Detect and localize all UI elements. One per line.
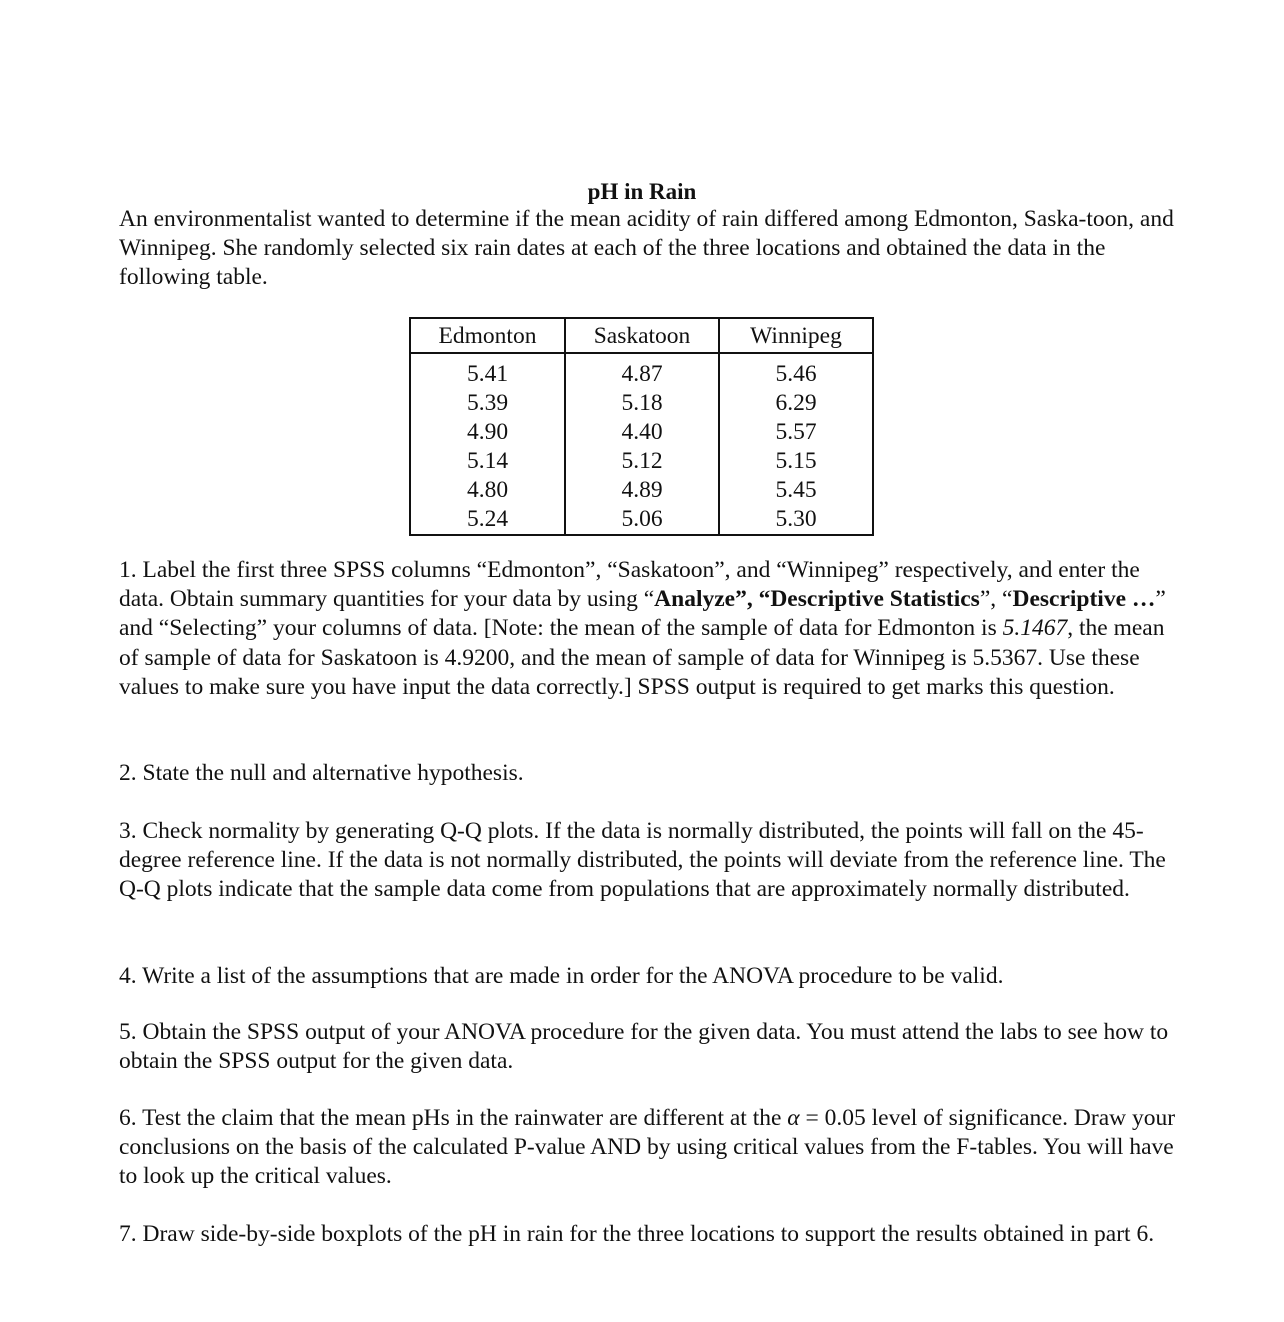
table-cell: 5.57 (719, 418, 873, 447)
table-cell: 5.30 (719, 505, 873, 535)
table-cell: 5.24 (410, 505, 565, 535)
alpha-symbol: α (787, 1105, 800, 1131)
ph-data-table (409, 317, 874, 536)
question-1-text: ”, “ (979, 586, 1013, 613)
column-header-saskatoon: Saskatoon (565, 318, 719, 353)
table-cell: 5.45 (719, 476, 873, 505)
table-cell: 5.46 (719, 353, 873, 389)
table-cell: 5.41 (410, 353, 565, 389)
table-cell: 6.29 (719, 389, 873, 418)
question-1 (119, 556, 1179, 702)
table-cell: 5.12 (565, 447, 719, 476)
question-7: 7. Draw side-by-side boxplots of the pH in rain for the three locations to support the results obtained in part 6. (119, 1221, 1155, 1247)
table-row (410, 353, 873, 389)
question-4: 4. Write a list of the assumptions that are made in order for the ANOVA procedure to be valid. (119, 963, 1004, 989)
page-title: pH in Rain (587, 179, 697, 204)
question-1-text: ” and “Selecting” your columns of data. [Note: the mean of the sample of data for Edmonton is (119, 586, 1166, 642)
table-row (410, 505, 873, 535)
question-1-bold-descriptive: Descriptive … (1012, 586, 1156, 613)
question-1-text: 1. Label the first three SPSS columns “Edmonton”, “Saskatoon”, and “Winnipeg” respectively, and enter the data. Obtain summary quantities for your data by using “ (119, 557, 1140, 613)
table-cell: 4.80 (410, 476, 565, 505)
table-cell: 5.14 (410, 447, 565, 476)
question-5: 5. Obtain the SPSS output of your ANOVA procedure for the given data. You must attend the labs to see how to obtain the SPSS output for the given data. (119, 1019, 1169, 1075)
table-header-row (410, 318, 873, 353)
question-6-text: = 0.05 level of significance. Draw your conclusions on the basis of the calculated P-value AND by using critical values from the F-tables. You will have to look up the critical values. (119, 1105, 1176, 1190)
question-2: 2. State the null and alternative hypothesis. (119, 760, 524, 786)
table-row (410, 476, 873, 505)
column-header-edmonton: Edmonton (410, 318, 565, 353)
question-1-text: , the mean of sample of data for Saskatoon is 4.9200, and the mean of sample of data for Winnipeg is 5.5367. Use these values to make sure you have input the data correctly.] SPSS output is required to get marks this question. (119, 615, 1165, 700)
table-cell: 4.90 (410, 418, 565, 447)
question-1-edmonton-mean: 5.1467 (1002, 615, 1068, 642)
table-row (410, 389, 873, 418)
table-cell: 5.39 (410, 389, 565, 418)
question-1-bold-menu: Analyze”, “Descriptive Statistics (654, 586, 980, 613)
table-cell: 4.89 (565, 476, 719, 505)
column-header-winnipeg: Winnipeg (719, 318, 873, 353)
table-cell: 5.15 (719, 447, 873, 476)
table-cell: 5.06 (565, 505, 719, 535)
question-6 (119, 1104, 1179, 1192)
table-cell: 4.40 (565, 418, 719, 447)
question-3: 3. Check normality by generating Q-Q plots. If the data is normally distributed, the points will fall on the 45-degree reference line. If the data is not normally distributed, the points will deviate from the reference line. The Q-Q plots indicate that the sample data come from populations that are approximately normally distributed. (119, 818, 1166, 903)
intro-paragraph: An environmentalist wanted to determine if the mean acidity of rain differed among Edmonton, Saska-toon, and Winnipeg. She randomly selected six rain dates at each of the three locations and obtained the data in the following table. (119, 206, 1174, 291)
table-row (410, 418, 873, 447)
table-cell: 5.18 (565, 389, 719, 418)
table-cell: 4.87 (565, 353, 719, 389)
table-row (410, 447, 873, 476)
question-6-text: 6. Test the claim that the mean pHs in the rainwater are different at the (119, 1105, 788, 1131)
